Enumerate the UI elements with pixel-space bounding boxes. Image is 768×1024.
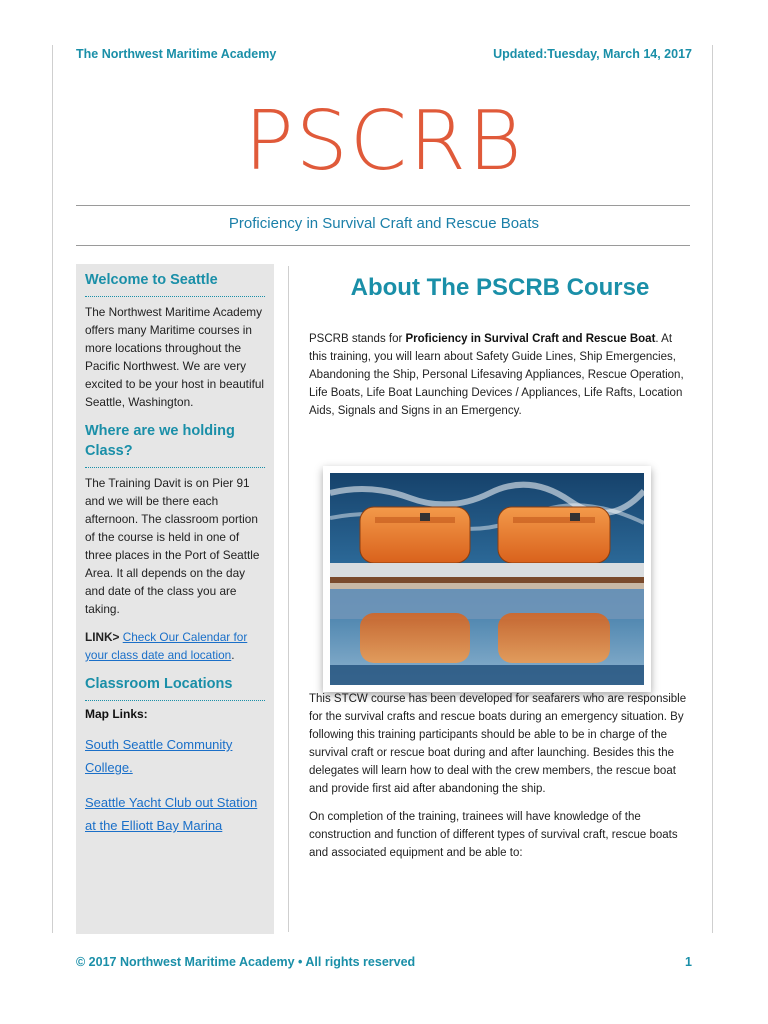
locations-heading: Classroom Locations <box>85 674 265 701</box>
map-link-south-seattle[interactable]: South Seattle Community College. <box>85 737 233 775</box>
sidebar <box>76 264 274 934</box>
page-subtitle: Proficiency in Survival Craft and Rescue Boats <box>228 215 540 232</box>
class-heading: Where are we holding Class? <box>85 421 265 468</box>
lifeboat-photo-image <box>330 473 644 685</box>
calendar-suffix: . <box>231 648 235 662</box>
main-heading: About The PSCRB Course <box>350 274 650 301</box>
welcome-text: The Northwest Maritime Academy offers many Maritime courses in more locations throughout the Pacific Northwest. We are very excited to be your host in beautiful Seattle, Washington. <box>85 305 265 409</box>
intro-prefix: PSCRB stands for <box>309 333 406 345</box>
intro-rest: . At this training, you will learn about Safety Guide Lines, Ship Emergencies, Abandoning the Ship, Personal Lifesaving Appliances, Rescue Operation, Life Boats, Life Boat Launching Devices / Appliances, Life Rafts, Location Aids, Signals and Signs in an Emergency. <box>309 333 684 417</box>
intro-paragraph <box>309 330 691 420</box>
calendar-paragraph <box>85 628 265 664</box>
title-rule-bottom <box>76 245 690 246</box>
map-link-yacht-club[interactable]: Seattle Yacht Club out Station at the Elliott Bay Marina <box>85 795 258 833</box>
column-divider <box>288 266 289 932</box>
description-paragraph: This STCW course has been developed for seafarers who are responsible for the survival crafts and rescue boats during an emergency situation. By following this training participants should be able to be in charge of the survival craft or rescue boat during and after launching. Besides this the delegates will learn how to deal with the crew members, the rescue boat and provide first aid after abandoning the ship. <box>309 693 687 795</box>
lifeboat-illustration <box>330 473 644 685</box>
header-updated: Updated:Tuesday, March 14, 2017 <box>493 47 692 61</box>
completion-paragraph: On completion of the training, trainees will have knowledge of the construction and function of different types of survival craft, rescue boats and associated equipment and be able to: <box>309 811 678 859</box>
map-link-item <box>85 733 265 779</box>
link-prefix: LINK> <box>85 630 120 644</box>
map-link-item <box>85 791 265 837</box>
page-title: PSCRB <box>244 94 524 189</box>
welcome-heading: Welcome to Seattle <box>85 270 265 297</box>
page-footer <box>76 955 692 973</box>
intro-bold: Proficiency in Survival Craft and Rescue Boat <box>405 333 656 345</box>
calendar-link[interactable]: Check Our Calendar for your class date and location <box>85 630 248 662</box>
page-header <box>76 47 692 65</box>
header-org: The Northwest Maritime Academy <box>76 47 277 61</box>
footer-copyright: © 2017 Northwest Maritime Academy • All rights reserved <box>76 955 416 969</box>
lifeboat-photo <box>323 466 651 692</box>
map-links-label: Map Links: <box>85 707 148 721</box>
footer-page-number: 1 <box>685 955 692 969</box>
title-rule-top <box>76 205 690 206</box>
class-text: The Training Davit is on Pier 91 and we will be there each afternoon. The classroom portion of the course is held in one of three places in the Port of Seattle Area. It all depends on the day and date of the class you are taking. <box>85 476 260 616</box>
